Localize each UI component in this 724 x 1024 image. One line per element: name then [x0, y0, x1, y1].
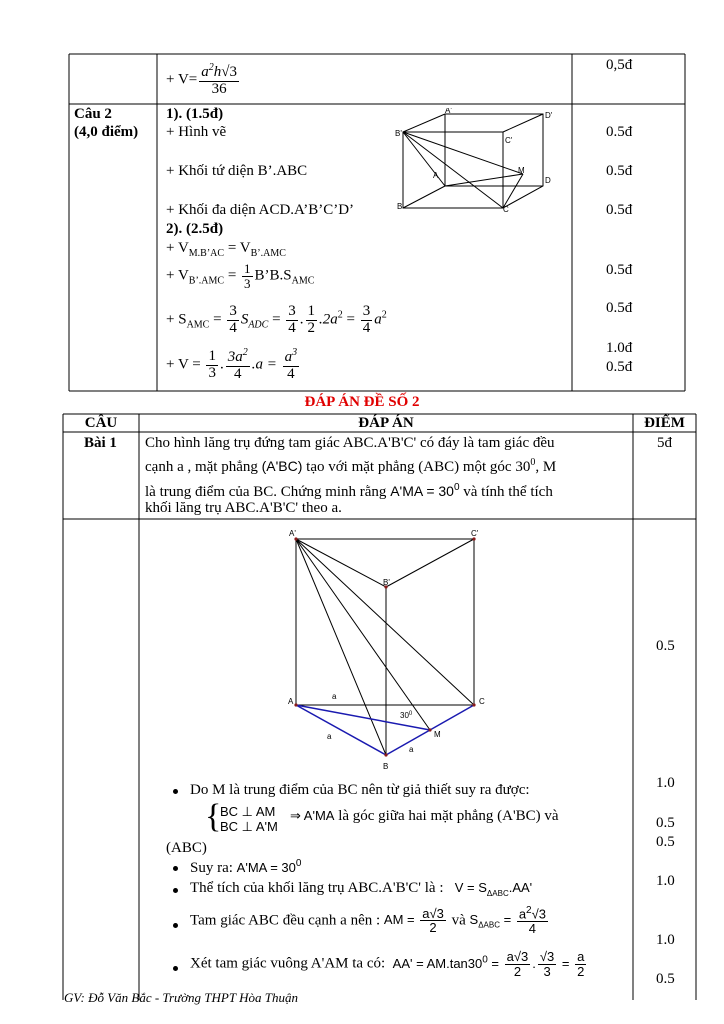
fig2-label-c: C — [479, 697, 485, 706]
fig1-label-m: M — [518, 166, 525, 175]
problem-line-1: Cho hình lăng trụ đứng tam giác ABC.A'B'C' có đáy là tam giác đều — [145, 435, 555, 451]
problem-line-2: cạnh a , mặt phẳng (A'BC) tạo với mặt phẳng (ABC) một góc $30^0$, M — [145, 457, 557, 475]
solution-line-1: Do M là trung điểm của BC nên từ giả thiết suy ra được: — [190, 782, 530, 798]
cau2-score-3: 0.5đ — [606, 202, 633, 218]
section-title: ĐÁP ÁN ĐỀ SỐ 2 — [304, 394, 420, 410]
header-cau: CÂU — [84, 415, 118, 431]
cau2-score-7: 0.5đ — [606, 359, 633, 375]
bullet-2 — [173, 866, 178, 871]
fig1-label-c: C — [503, 205, 509, 213]
fig1-label-a-prime: A' — [445, 108, 452, 115]
bai1-label: Bài 1 — [84, 435, 117, 451]
bai1-sol-score-3: 0.5 — [656, 815, 675, 831]
cau2-eq3: + $S_{AMC}$ = $\frac{3}{4}$ $S_{ADC}$ = $\frac{3}{4}$ . $\frac{1}{2}$ $.2a^2$ = $\frac{3}{4}$ $a^2$ — [166, 303, 387, 336]
footer-text: GV: Đỗ Văn Bắc - Trường THPT Hòa Thuận — [64, 990, 298, 1005]
problem-line-3: là trung điểm của BC. Chứng minh rằng $A'MA = 30^0$ và tính thể tích — [145, 482, 553, 500]
fig2-label-c-prime: C' — [471, 529, 479, 538]
fig2-label-m: M — [434, 730, 441, 739]
fig1-label-d: D — [545, 176, 551, 185]
figure-cube — [395, 108, 560, 213]
solution-line-4: Tam giác ABC đều cạnh a nên : AM = $\frac{a√3}{2}$ và $S_{\Delta ABC}$ = $\frac{a^2√3}{4}$ — [190, 905, 546, 936]
bullet-1 — [173, 789, 178, 794]
cau2-eq1: + $V_{M.B’AC} = V_{B’.AMC}$ — [166, 240, 286, 259]
score-row0: 0,5đ — [606, 57, 633, 73]
fig2-label-angle: $30^0$ — [400, 711, 413, 720]
system-brace: { — [205, 798, 222, 835]
solution-implies-line: ⇒ A'MA là góc giữa hai mặt phẳng (A'BC) và — [290, 808, 559, 824]
solution-line-5: Xét tam giác vuông A'AM ta có: $AA' = AM.\tan 30^0$ = $\frac{a√3}{2}$ . $\frac{√3}{3}$ = $\frac{a}{2}$ — [190, 949, 585, 979]
cau2-item-tudien: + Khối tứ diện B’.ABC — [166, 163, 308, 179]
cau2-eq4: + V = $\frac{1}{3}$ . $\frac{3a^2}{4}$ .a = $\frac{a^3}{4}$ — [166, 347, 298, 382]
cau2-label: Câu 2 — [74, 106, 112, 122]
bai1-sol-score-7: 0.5 — [656, 971, 675, 987]
fig2-label-b: B — [383, 762, 389, 771]
fig1-label-a: A — [433, 171, 439, 180]
fig2-label-a-prime: A' — [289, 529, 296, 538]
bullet-4 — [173, 923, 178, 928]
cau2-item-hinhve: + Hình vẽ — [166, 124, 227, 140]
bai1-sol-score-2: 1.0 — [656, 775, 675, 791]
header-dapan: ĐÁP ÁN — [358, 415, 414, 431]
cau2-eq2: + $V_{B’.AMC}$ = $\frac{1}{3}$ $B’B.S_{AMC}$ — [166, 261, 315, 291]
bullet-3 — [173, 888, 178, 893]
cau2-part2-heading: 2). (2.5đ) — [166, 221, 224, 237]
solution-abc: (ABC) — [166, 840, 207, 856]
cau2-score-4: 0.5đ — [606, 262, 633, 278]
cau2-score-6: 1.0đ — [606, 340, 633, 356]
bai1-sol-score-5: 1.0 — [656, 873, 675, 889]
fig2-label-a-side-right: a — [409, 745, 414, 754]
cau2-part1-heading: 1). (1.5đ) — [166, 106, 224, 122]
header-diem: ĐIỂM — [644, 415, 685, 431]
fig1-label-b-prime: B' — [395, 129, 402, 138]
solution-line-3: Thể tích của khối lăng trụ ABC.A'B'C' là : $V = S_{\Delta ABC}.AA'$ — [190, 880, 533, 898]
volume-fraction: $\frac{a^2h√3}{36}$ — [201, 62, 237, 97]
bai1-sol-score-4: 0.5 — [656, 834, 675, 850]
cau2-score-1: 0.5đ — [606, 124, 633, 140]
fig2-label-a-side-top: a — [332, 692, 337, 701]
bai1-sol-score-6: 1.0 — [656, 932, 675, 948]
fig2-label-a: A — [288, 697, 294, 706]
solution-line-2: Suy ra: $A'MA = 30^0$ — [190, 858, 302, 876]
cau2-score-2: 0.5đ — [606, 163, 633, 179]
cau2-item-dadien: + Khối đa diện ACD.A’B’C’D’ — [166, 202, 355, 218]
cau2-score-5: 0.5đ — [606, 300, 633, 316]
volume-formula-row0: + V= $\frac{a^2h√3}{36}$ — [166, 62, 237, 97]
fig1-label-b: B — [397, 202, 403, 211]
cau2-points: (4,0 điểm) — [74, 124, 139, 140]
fig1-label-c-prime: C' — [505, 136, 513, 145]
bai1-sol-score-1: 0.5 — [656, 638, 675, 654]
system-equations: BC ⊥ AM BC ⊥ A'M — [220, 804, 278, 834]
bullet-5 — [173, 966, 178, 971]
fig1-label-d-prime: D' — [545, 111, 553, 120]
problem-line-4: khối lăng trụ ABC.A'B'C' theo a. — [145, 500, 342, 516]
figure-prism — [280, 525, 495, 775]
fig2-label-b-prime: B' — [383, 578, 390, 587]
fig2-label-a-side-left: a — [327, 732, 332, 741]
bai1-score: 5đ — [657, 435, 672, 451]
